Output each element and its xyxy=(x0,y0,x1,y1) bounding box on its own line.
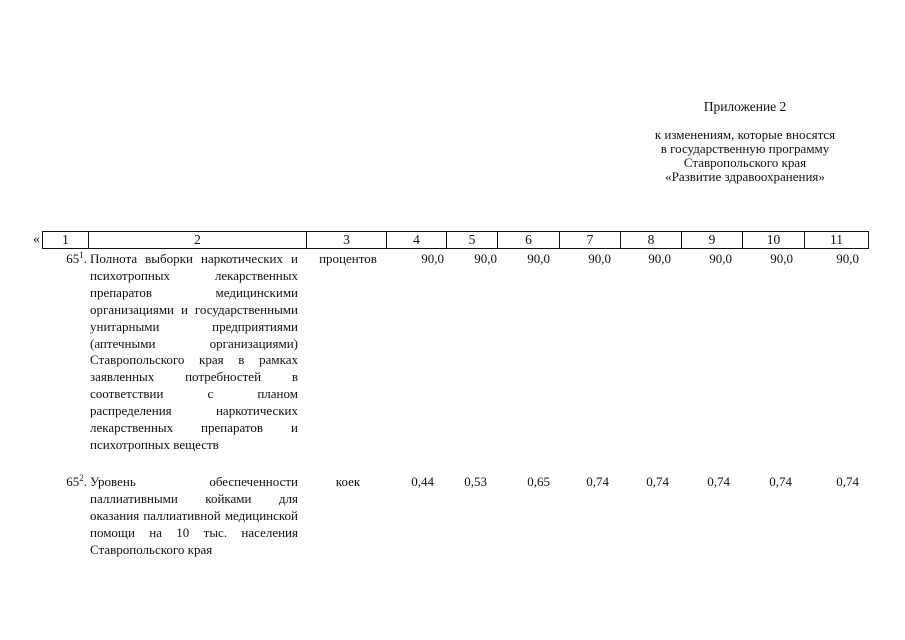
header-cell: 9 xyxy=(682,232,743,248)
appendix-subtitle-line: к изменениям, которые вносятся xyxy=(654,127,836,142)
value-cell: 0,74 xyxy=(586,474,609,489)
header-cell: 11 xyxy=(830,232,843,247)
value-cell: 90,0 xyxy=(648,251,671,266)
value-cell: 90,0 xyxy=(836,251,859,266)
row-number-main: 65 xyxy=(66,474,80,489)
table-row xyxy=(42,251,869,451)
appendix-title: Приложение 2 xyxy=(703,99,787,114)
row-number-main: 65 xyxy=(66,251,80,266)
header-cell: 7 xyxy=(560,232,621,248)
appendix-subtitle-line: «Развитие здравоохранения» xyxy=(665,169,825,184)
header-cell: 2 xyxy=(89,232,307,248)
indicator-name: Полнота выборки наркотических и психотропных лекарственных препаратов медицинскими организациями и государственными унитарными предприятиями (аптечными организациями) Ставропольского края в рамках заявленных потребностей в соответствии с планом распределения наркотических лекарственных препаратов и психотропных веществ xyxy=(90,251,298,452)
value-cell: 90,0 xyxy=(709,251,732,266)
appendix-subtitle-line: Ставропольского края xyxy=(683,155,807,170)
value-cell: 90,0 xyxy=(474,251,497,266)
indicator-name: Уровень обеспеченности паллиативными койками для оказания паллиативной медицинской помощи на 10 тыс. населения Ставропольского края xyxy=(90,474,298,557)
value-cell: 0,65 xyxy=(527,474,550,489)
header-cell: 1 xyxy=(43,232,89,248)
header-cell: 10 xyxy=(743,232,805,248)
appendix-subtitle-line: в государственную программу xyxy=(660,141,830,156)
value-cell: 0,74 xyxy=(769,474,792,489)
row-number-superscript: 1 xyxy=(79,250,84,260)
row-number xyxy=(42,251,87,267)
indicator-unit: коек xyxy=(335,474,361,489)
table-header-row xyxy=(42,231,869,249)
value-cell: 90,0 xyxy=(770,251,793,266)
header-cell: 4 xyxy=(387,232,447,248)
value-cell: 0,74 xyxy=(836,474,859,489)
value-cell: 0,53 xyxy=(464,474,487,489)
header-cell: 8 xyxy=(621,232,682,248)
appendix-heading xyxy=(600,100,890,184)
value-cell: 90,0 xyxy=(588,251,611,266)
indicator-unit: процентов xyxy=(319,251,377,266)
value-cell: 90,0 xyxy=(421,251,444,266)
value-cell: 0,74 xyxy=(707,474,730,489)
opening-quote: « xyxy=(33,232,40,247)
header-cell: 6 xyxy=(498,232,560,248)
row-number xyxy=(42,474,87,490)
value-cell: 0,74 xyxy=(646,474,669,489)
row-number-suffix: . xyxy=(83,474,87,489)
header-cell: 5 xyxy=(447,232,498,248)
row-number-suffix: . xyxy=(83,251,87,266)
header-cell: 3 xyxy=(307,232,387,248)
value-cell: 90,0 xyxy=(527,251,550,266)
table-row xyxy=(42,474,869,564)
value-cell: 0,44 xyxy=(411,474,434,489)
row-number-superscript: 2 xyxy=(79,473,84,483)
